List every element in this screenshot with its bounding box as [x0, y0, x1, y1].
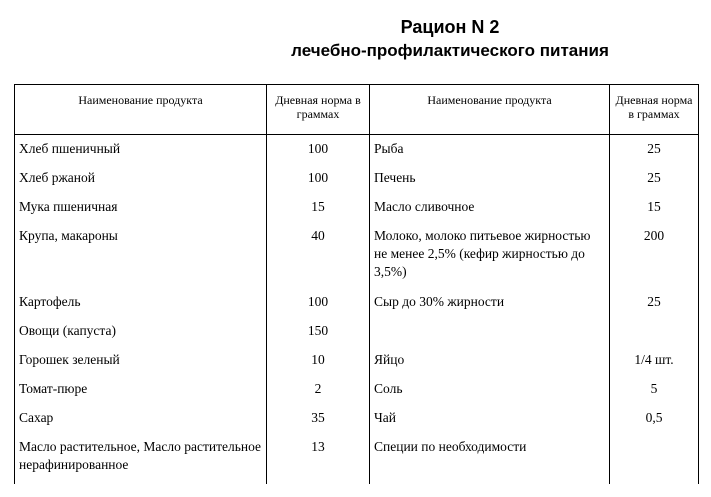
table-row	[15, 431, 699, 484]
table-row	[15, 344, 699, 373]
daily-norm: 100	[267, 135, 370, 163]
header-norm-left: Дневная норма в граммах	[267, 85, 370, 135]
table-row	[15, 315, 699, 344]
product-name: Масло растительное, Масло растительное нерафинированное	[15, 431, 267, 484]
daily-norm: 15	[610, 191, 699, 220]
daily-norm: 100	[267, 162, 370, 191]
product-name: Сыр до 30% жирности	[370, 286, 610, 315]
daily-norm: 40	[267, 220, 370, 286]
daily-norm: 13	[267, 431, 370, 484]
daily-norm: 35	[267, 402, 370, 431]
product-name: Картофель	[15, 286, 267, 315]
product-name: Специи по необходимости	[370, 431, 610, 484]
product-name: Крупа, макароны	[15, 220, 267, 286]
product-name: Мука пшеничная	[15, 191, 267, 220]
daily-norm: 15	[267, 191, 370, 220]
daily-norm: 200	[610, 220, 699, 286]
product-name: Соль	[370, 373, 610, 402]
daily-norm: 25	[610, 162, 699, 191]
header-product-left: Наименование продукта	[15, 85, 267, 135]
table-row	[15, 162, 699, 191]
daily-norm: 25	[610, 286, 699, 315]
daily-norm: 25	[610, 135, 699, 163]
product-name: Сахар	[15, 402, 267, 431]
product-name	[370, 315, 610, 344]
daily-norm: 2	[267, 373, 370, 402]
table-row	[15, 402, 699, 431]
daily-norm	[610, 431, 699, 484]
daily-norm: 0,5	[610, 402, 699, 431]
product-name: Томат-пюре	[15, 373, 267, 402]
daily-norm: 100	[267, 286, 370, 315]
header-product-right: Наименование продукта	[370, 85, 610, 135]
daily-norm: 5	[610, 373, 699, 402]
product-name: Рыба	[370, 135, 610, 163]
daily-norm: 10	[267, 344, 370, 373]
product-name: Хлеб пшеничный	[15, 135, 267, 163]
table-header-row	[15, 85, 699, 135]
daily-norm: 150	[267, 315, 370, 344]
product-name: Овощи (капуста)	[15, 315, 267, 344]
table-row	[15, 286, 699, 315]
ration-table	[14, 84, 699, 484]
product-name: Горошек зеленый	[15, 344, 267, 373]
product-name: Хлеб ржаной	[15, 162, 267, 191]
daily-norm: 1/4 шт.	[610, 344, 699, 373]
product-name: Чай	[370, 402, 610, 431]
table-row	[15, 135, 699, 163]
title-line-2: лечебно-профилактического питания	[291, 41, 609, 60]
title-line-1: Рацион N 2	[400, 17, 500, 37]
title-wrapper	[0, 16, 711, 62]
table-row	[15, 220, 699, 286]
daily-norm	[610, 315, 699, 344]
product-name: Молоко, молоко питьевое жирностью не менее 2,5% (кефир жирностью до 3,5%)	[370, 220, 610, 286]
product-name: Масло сливочное	[370, 191, 610, 220]
product-name: Яйцо	[370, 344, 610, 373]
table-row	[15, 373, 699, 402]
header-norm-right: Дневная норма в граммах	[610, 85, 699, 135]
table-row	[15, 191, 699, 220]
product-name: Печень	[370, 162, 610, 191]
